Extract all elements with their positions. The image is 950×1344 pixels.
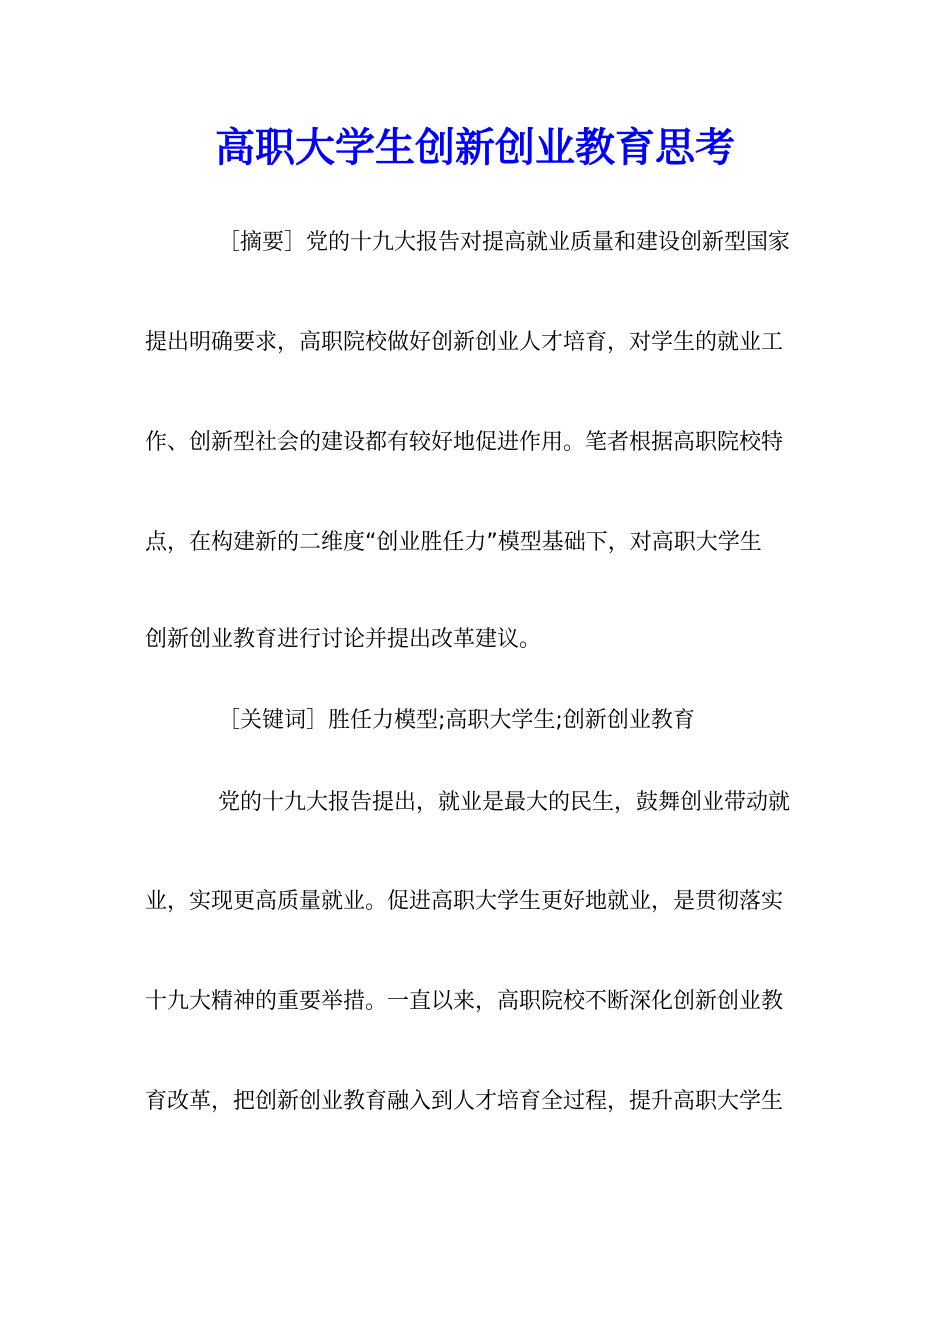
abstract-line: 作、创新型社会的建设都有较好地促进作用。笔者根据高职院校特 [145, 430, 784, 455]
body-line: 十九大精神的重要举措。一直以来，高职院校不断深化创新创业教 [145, 989, 784, 1014]
keywords-line: ［关键词］胜任力模型;高职大学生;创新创业教育 [218, 708, 695, 733]
document-title: 高职大学生创新创业教育思考 [215, 124, 735, 171]
abstract-line: 提出明确要求，高职院校做好创新创业人才培育，对学生的就业工 [145, 330, 784, 355]
abstract-line: ［摘要］党的十九大报告对提高就业质量和建设创新型国家 [218, 230, 791, 255]
body-line: 党的十九大报告提出，就业是最大的民生，鼓舞创业带动就 [218, 790, 791, 815]
abstract-line: 点，在构建新的二维度“创业胜任力”模型基础下，对高职大学生 [145, 530, 762, 555]
body-line: 育改革，把创新创业教育融入到人才培育全过程，提升高职大学生 [145, 1089, 784, 1114]
body-line: 业，实现更高质量就业。促进高职大学生更好地就业，是贯彻落实 [145, 889, 784, 914]
abstract-line: 创新创业教育进行讨论并提出改革建议。 [145, 627, 542, 652]
